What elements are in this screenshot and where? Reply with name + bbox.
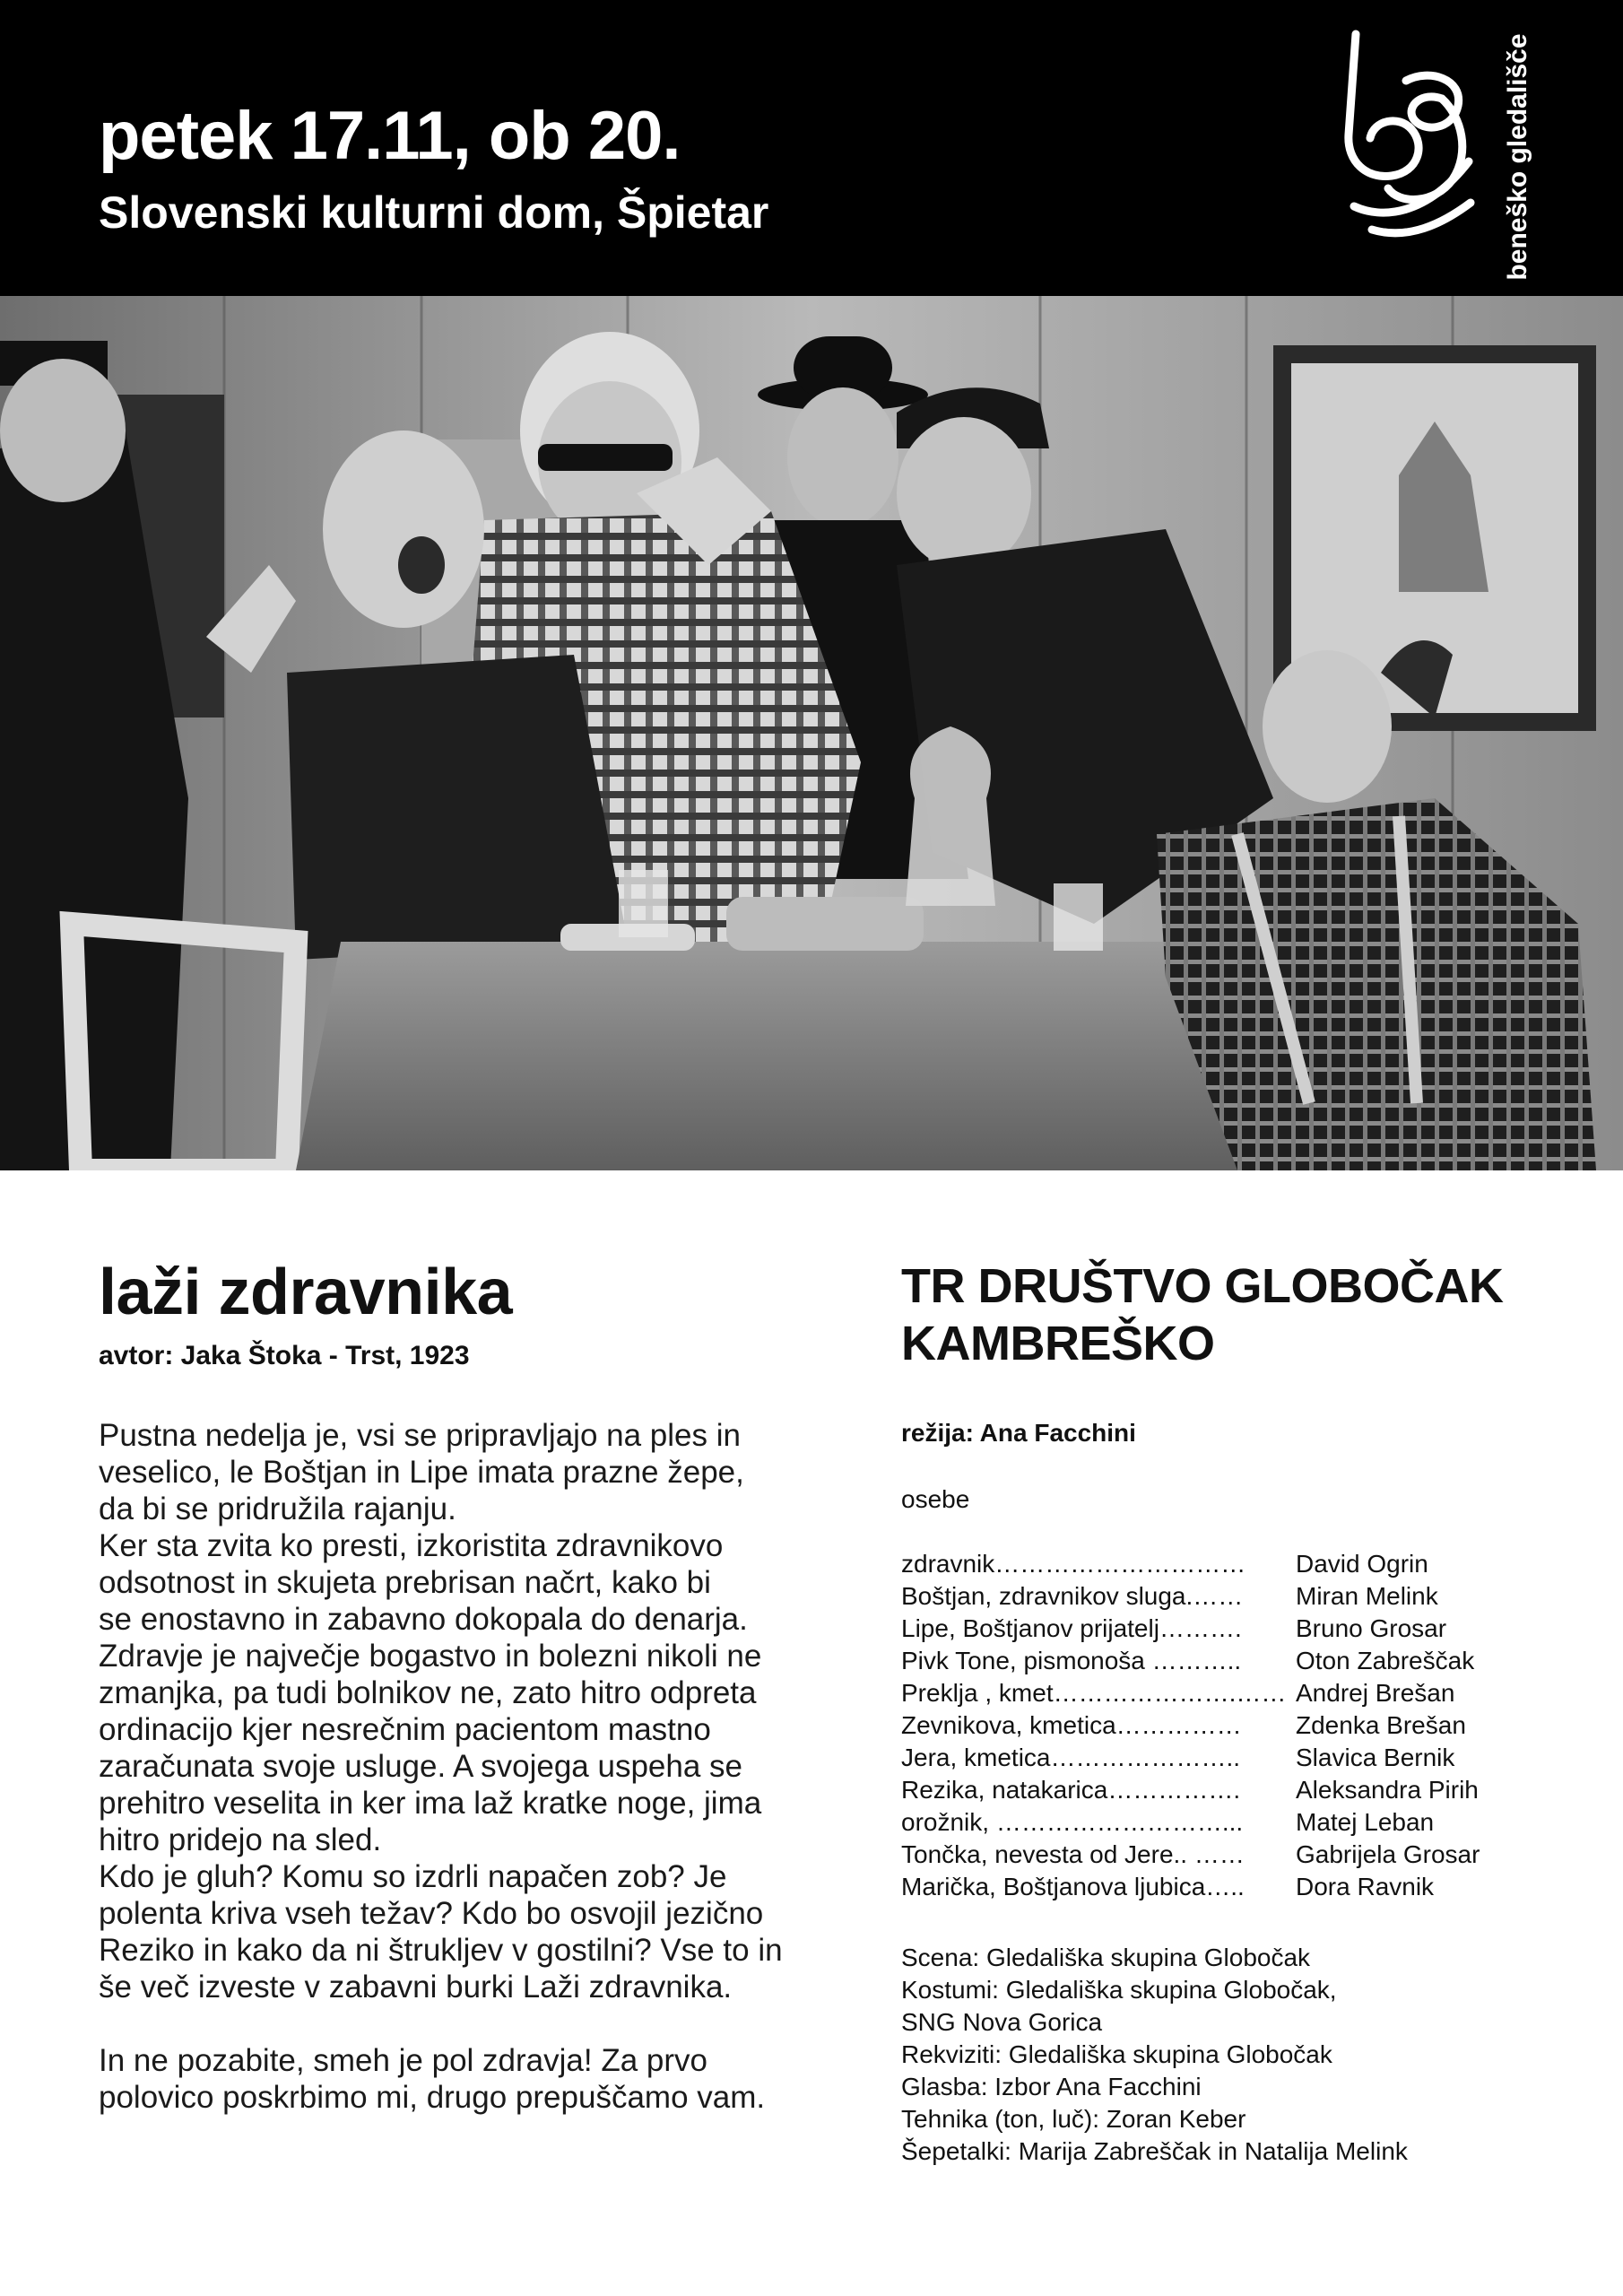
credit-line: Rekviziti: Gledališka skupina Globočak: [901, 2040, 1332, 2068]
event-date: petek 17.11, ob 20.: [99, 98, 681, 174]
cast-actor: Zdenka Brešan: [1296, 1711, 1466, 1739]
cast-row: [901, 1613, 1480, 1645]
credit-line: Scena: Gledališka skupina Globočak: [901, 1944, 1311, 1971]
cast-row: [901, 1806, 1480, 1839]
cast-actor: Aleksandra Pirih: [1296, 1776, 1479, 1804]
company-name-line: KAMBREŠKO: [901, 1317, 1215, 1370]
cast-role: Zevnikova, kmetica……………: [901, 1711, 1242, 1739]
synopsis-line: se enostavno in zabavno dokopala do denarja.: [99, 1602, 748, 1637]
synopsis-line: še več izveste v zabavni burki Laži zdravnika.: [99, 1970, 733, 2005]
synopsis-line: Pustna nedelja je, vsi se pripravljajo na ples in: [99, 1418, 741, 1453]
cast-actor: Oton Zabreščak: [1296, 1647, 1475, 1674]
synopsis-line: zmanjka, pa tudi bolnikov ne, zato hitro odpreta: [99, 1675, 757, 1710]
credit-line: Glasba: Izbor Ana Facchini: [901, 2073, 1202, 2100]
synopsis-line: Reziko in kako da ni štrukljev v gostilni? Vse to in: [99, 1933, 783, 1968]
cast-row: [901, 1871, 1480, 1903]
synopsis-line: ordinacijo kjer nesrečnim pacientom mastno: [99, 1712, 711, 1747]
cast-actor: Dora Ravnik: [1296, 1873, 1435, 1900]
cast-role: zdravnik…………………………: [901, 1550, 1246, 1578]
cast-actor: Slavica Bernik: [1296, 1744, 1455, 1771]
cast-list: [901, 1548, 1480, 1903]
cast-role: Rezika, natakarica…………….: [901, 1776, 1241, 1804]
credit-line: Kostumi: Gledališka skupina Globočak,: [901, 1976, 1337, 2004]
cast-row: [901, 1580, 1480, 1613]
paragraph-gap: [99, 2005, 834, 2042]
synopsis-line: zaračunata svoje usluge. A svojega uspeha se: [99, 1749, 742, 1784]
cast-row: [901, 1677, 1480, 1709]
synopsis-line: odsotnost in skujeta prebrisan načrt, kako bi: [99, 1565, 711, 1600]
cast-role: Jera, kmetica…………………..: [901, 1744, 1241, 1771]
play-author: avtor: Jaka Štoka - Trst, 1923: [99, 1341, 470, 1370]
company-name-line: TR DRUŠTVO GLOBOČAK: [901, 1259, 1504, 1313]
cast-row: [901, 1742, 1480, 1774]
cast-role: Preklja , kmet………………….……: [901, 1679, 1287, 1707]
synopsis-line: polenta kriva vseh težav? Kdo bo osvojil jezično: [99, 1896, 764, 1931]
cast-row: [901, 1839, 1480, 1871]
cast-heading: osebe: [901, 1485, 970, 1513]
director-credit: režija: Ana Facchini: [901, 1419, 1136, 1447]
credit-line: Šepetalki: Marija Zabreščak in Natalija Melink: [901, 2137, 1408, 2165]
cast-role: Boštjan, zdravnikov sluga.……: [901, 1582, 1244, 1610]
cast-row: [901, 1709, 1480, 1742]
synopsis-line: prehitro veselita in ker ima laž kratke noge, jima: [99, 1786, 762, 1821]
synopsis-line: Zdravje je največje bogastvo in bolezni nikoli ne: [99, 1639, 762, 1674]
company-name: [901, 1257, 1504, 1372]
synopsis-line: Kdo je gluh? Komu so izdrli napačen zob? Je: [99, 1859, 727, 1894]
credit-line: SNG Nova Gorica: [901, 2008, 1103, 2036]
cast-actor: Bruno Grosar: [1296, 1614, 1447, 1642]
closing-line: polovico poskrbimo mi, drugo prepuščamo vam.: [99, 2080, 766, 2115]
cast-row: [901, 1774, 1480, 1806]
cast-role: Lipe, Boštjanov prijatelj……….: [901, 1614, 1242, 1642]
cast-role: Tončka, nevesta od Jere.. ……: [901, 1840, 1245, 1868]
brand-name-vertical: [1491, 33, 1545, 281]
synopsis-line: hitro pridejo na sled.: [99, 1822, 382, 1857]
closing-line: In ne pozabite, smeh je pol zdravja! Za prvo: [99, 2043, 707, 2078]
cast-actor: Matej Leban: [1296, 1808, 1435, 1836]
cast-row: [901, 1645, 1480, 1677]
cast-actor: Gabrijela Grosar: [1296, 1840, 1480, 1868]
production-credits: [901, 1942, 1408, 2168]
cast-role: orožnik, ………………………...: [901, 1808, 1244, 1836]
cast-actor: David Ogrin: [1296, 1550, 1428, 1578]
stage-photo-actors-at-table-icon: [0, 296, 1623, 1170]
cast-actor: Miran Melink: [1296, 1582, 1438, 1610]
cast-row: [901, 1548, 1480, 1580]
brand-name-text: beneško gledališče: [1503, 33, 1532, 281]
synopsis-line: Ker sta zvita ko presti, izkoristita zdravnikovo: [99, 1528, 724, 1563]
cast-role: Marička, Boštjanova ljubica…..: [901, 1873, 1245, 1900]
cast-actor: Andrej Brešan: [1296, 1679, 1455, 1707]
event-venue: Slovenski kulturni dom, Špietar: [99, 187, 769, 238]
play-synopsis: [99, 1417, 834, 2116]
stage-photo: [0, 296, 1623, 1170]
credit-line: Tehnika (ton, luč): Zoran Keber: [901, 2105, 1246, 2133]
cast-role: Pivk Tone, pismonoša ………..: [901, 1647, 1242, 1674]
bg-monogram-logo-icon: [1336, 27, 1480, 251]
synopsis-line: da bi se pridružila rajanju.: [99, 1492, 456, 1526]
play-title: laži zdravnika: [99, 1257, 513, 1328]
header-banner: [0, 0, 1623, 296]
synopsis-line: veselico, le Boštjan in Lipe imata prazne žepe,: [99, 1455, 744, 1490]
